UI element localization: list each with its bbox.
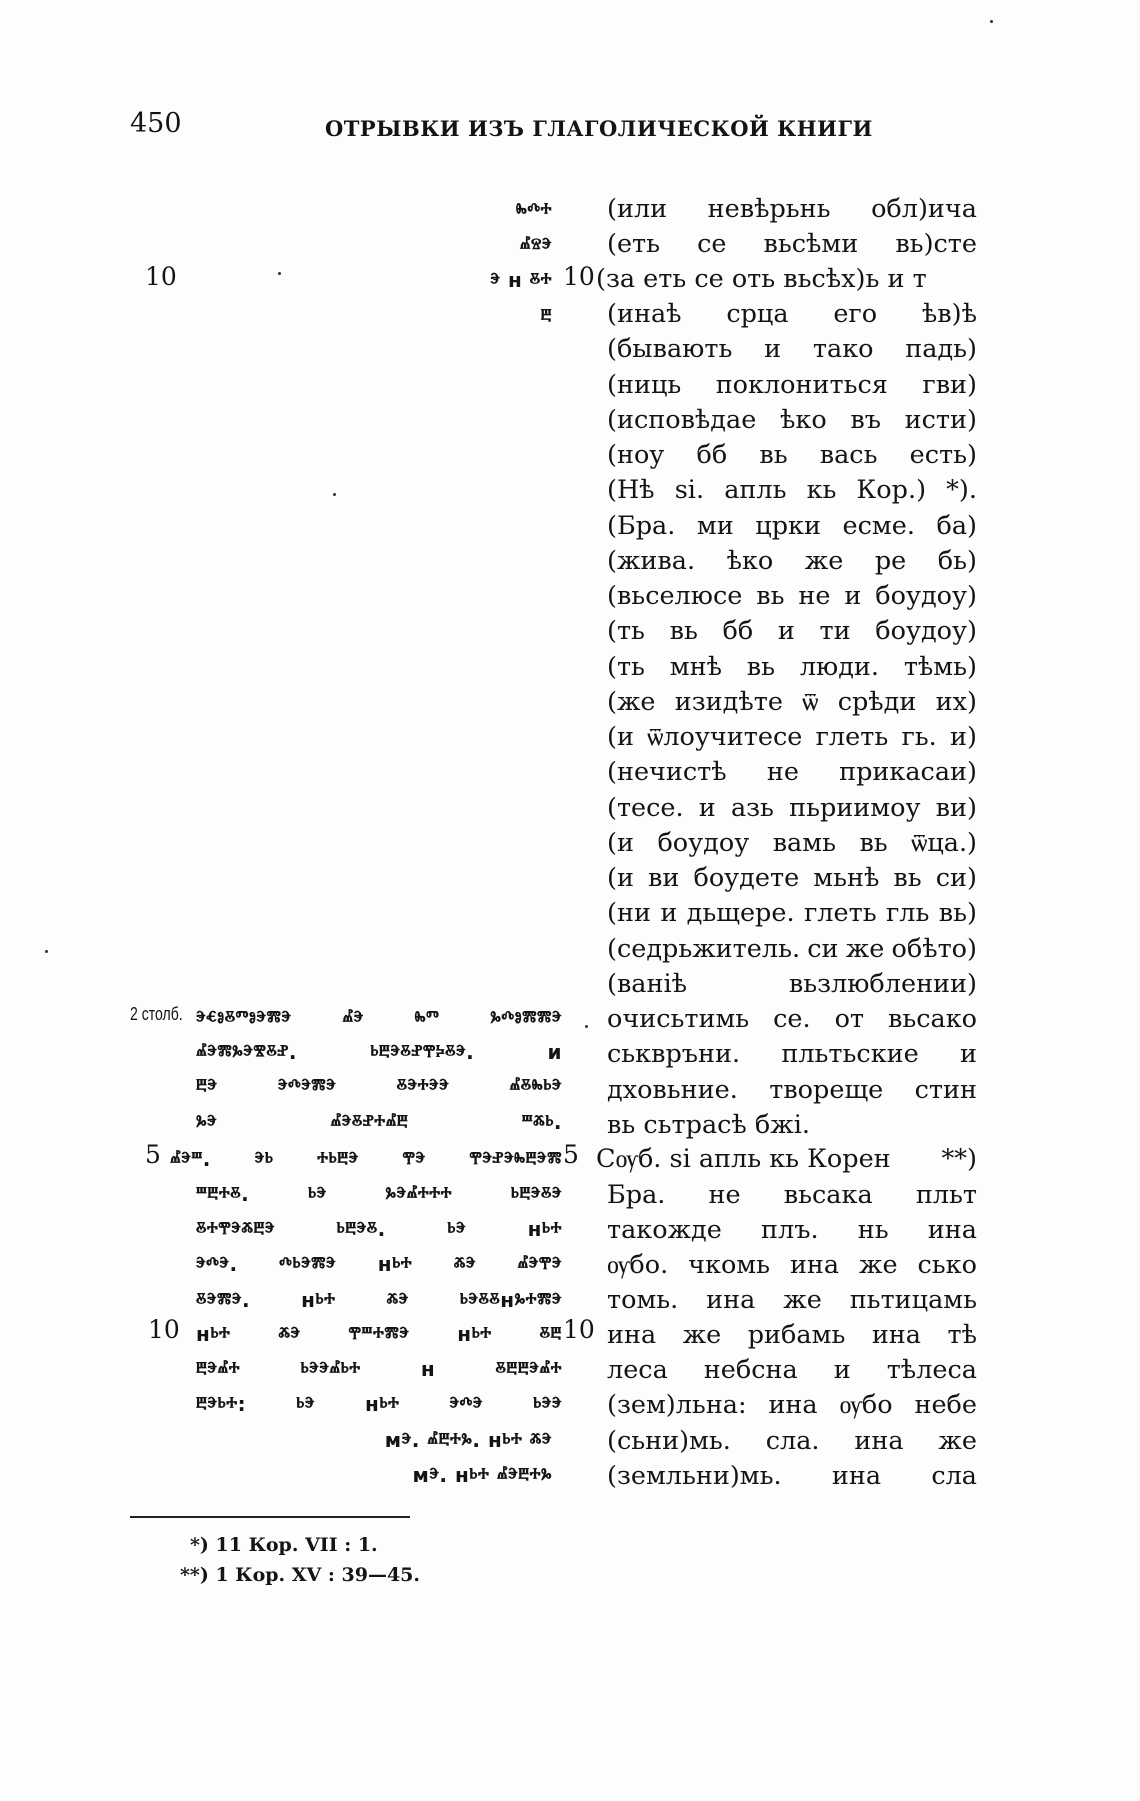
cyrillic-line: Сѹб. ѕі апль кь Корен **) bbox=[596, 1144, 977, 1174]
cyrillic-line: дховьние. твореще стин bbox=[607, 1075, 977, 1105]
cyrillic-line: (ноу бб вь вась есть) bbox=[607, 440, 977, 470]
cyrillic-line: (жива. ѣко же ре бь) bbox=[607, 546, 977, 576]
line-number: 5 bbox=[563, 1140, 579, 1169]
glagolitic-line: ⰳⰵ ⰼⰵⰻⱀⰰⰼⰱ ⱎⰶⱃ. bbox=[196, 1110, 562, 1134]
line-number: 10 bbox=[148, 1315, 180, 1344]
glagolitic-line: ⰱⰵⱃⰰ: ⱃⰵ нⱃⰰ ⰵⰴⰵ ⱃⰵⰵ bbox=[196, 1392, 562, 1416]
footnote-rule bbox=[130, 1516, 410, 1518]
glagolitic-line: ⰼⰵⱎ. ⰵⱃ ⰰⱃⰱⰵ ⰹⰵ ⰹⰵⱀⰵⰸⰱⰵⰿ bbox=[170, 1147, 562, 1171]
cyrillic-line: (или невѣрьнь обл)ича bbox=[607, 194, 977, 224]
cyrillic-line: (земльни)мь. ина сла bbox=[607, 1461, 977, 1491]
paper-speck bbox=[585, 1025, 588, 1028]
glagolitic-line: ⰼⰵⰿⰳⰵⰺⰻⱀ. ⱃⰱⰵⰻⱀⰹⰽⰻⰵ. и bbox=[196, 1040, 562, 1064]
cyrillic-line: Бра. не вьсака пльт bbox=[607, 1180, 977, 1210]
cyrillic-line: (тесе. и азь пьриимоу ви) bbox=[607, 793, 977, 823]
cyrillic-line: вь сьтрасѣ бжi. bbox=[607, 1110, 810, 1140]
running-head: ОТРЫВКИ ИЗЪ ГЛАГОЛИЧЕСКОЙ КНИГИ bbox=[325, 116, 873, 141]
cyrillic-line: (зем)льна: ина ѹбо небе bbox=[607, 1390, 977, 1420]
cyrillic-line: ськвръни. пльтьские и bbox=[607, 1039, 977, 1069]
cyrillic-line: (Бра. ми црки есме. ба) bbox=[607, 511, 977, 541]
cyrillic-line: такожде плъ. нь ина bbox=[607, 1215, 977, 1245]
cyrillic-line: ѹбо. чкомь ина же сько bbox=[607, 1250, 977, 1280]
glagolitic-line: ⰻⰰⰹⰵⰶⰱⰵ ⱃⰱⰵⰻ. ⱃⰵ нⱃⰰ bbox=[196, 1217, 562, 1241]
line-number: 5 bbox=[145, 1140, 161, 1169]
cyrillic-line: (за еть се оть вьсѣх)ь и т bbox=[596, 264, 927, 294]
cyrillic-line: (еть се вьсѣми вь)сте bbox=[607, 229, 977, 259]
paper-speck bbox=[990, 20, 993, 23]
cyrillic-line: (и ви боудете мьнѣ вь си) bbox=[607, 863, 977, 893]
cyrillic-line: очисьтимь се. от вьсако bbox=[607, 1004, 977, 1034]
cyrillic-line: (ть мнѣ вь люди. тѣмь) bbox=[607, 652, 977, 682]
paper-speck bbox=[333, 493, 336, 496]
column-mark: 2 столб. bbox=[130, 1004, 183, 1024]
cyrillic-line: (же изидѣте ѿ срѣди их) bbox=[607, 687, 977, 717]
glagolitic-line: ⰸⰴⰰ bbox=[515, 198, 552, 222]
paper-speck bbox=[45, 950, 48, 953]
cyrillic-line: (нечистѣ не прикасаи) bbox=[607, 757, 977, 787]
glagolitic-line: ⰵ н ⰻⰰ bbox=[490, 268, 552, 292]
page-number: 450 bbox=[130, 108, 182, 139]
cyrillic-line: (ванiѣ вьзлюблении) bbox=[607, 969, 977, 999]
cyrillic-line: (и боудоу вамь вь ѿца.) bbox=[607, 828, 977, 858]
glagolitic-line: ⰱⰵ ⰵⰴⰵⰿⰵ ⰻⰵⰰⰵⰵ ⰼⰻⰸⱃⰵ bbox=[196, 1074, 562, 1098]
cyrillic-line: (исповѣдае ѣко въ исти) bbox=[607, 405, 977, 435]
cyrillic-line: (ть вь бб и ти боудоу) bbox=[607, 616, 977, 646]
glagolitic-line: нⱃⰰ ⰶⰵ ⰹⱎⰰⰿⰵ нⱃⰰ ⰻⰱ bbox=[196, 1322, 562, 1346]
glagolitic-line: ⰼⱄⰵ bbox=[519, 233, 552, 257]
cyrillic-line: (ни и дьщере. глеть гль вь) bbox=[607, 898, 977, 928]
line-number: 10 bbox=[563, 262, 595, 291]
cyrillic-line: леса небсна и тѣлеса bbox=[607, 1355, 977, 1385]
paper-speck bbox=[278, 272, 281, 275]
glagolitic-line: ⰵⰴⰵ. ⰴⱃⰵⰿⰵ нⱃⰰ ⰶⰵ ⰼⰵⰹⰵ bbox=[196, 1252, 562, 1276]
glagolitic-line: ⰵⱔⱁⰻⱅⱁⰵⰿⰵ ⰼⰵ ⰸⱅ ⰳⰴⱁⰿⰿⰵ bbox=[196, 1006, 562, 1030]
glagolitic-line: ⰱⰵⰼⰰ ⱃⰵⰵⰼⱃⰰ н ⰻⰱⰱⰵⰼⰰ bbox=[196, 1357, 562, 1381]
glagolitic-line: ⰻⰵⰿⰵ. нⱃⰰ ⰶⰵ ⱃⰵⰻⰻнⰳⰰⰿⰵ bbox=[196, 1288, 562, 1312]
cyrillic-line: (сьни)мь. сла. ина же bbox=[607, 1426, 977, 1456]
line-number: 10 bbox=[145, 262, 177, 291]
glagolitic-line: мⰵ. ⰼⰱⰰⰳ. нⱃⰰ ⰶⰵ bbox=[384, 1428, 552, 1452]
glagolitic-line: ⰱ bbox=[540, 304, 552, 328]
footnote: **) 1 Кор. XV : 39—45. bbox=[180, 1564, 421, 1586]
glagolitic-line: ⱎⰱⰰⰻ. ⱃⰵ ⰳⰵⰼⰰⰰⰰ ⱃⰱⰵⰻⰵ bbox=[196, 1182, 562, 1206]
line-number: 10 bbox=[563, 1315, 595, 1344]
cyrillic-line: (ниць поклониться гви) bbox=[607, 370, 977, 400]
cyrillic-line: (вьселюсе вь не и боудоу) bbox=[607, 581, 977, 611]
cyrillic-line: (и ѿлоучитесе глеть гь. и) bbox=[607, 722, 977, 752]
cyrillic-line: ина же рибамь ина тѣ bbox=[607, 1320, 977, 1350]
cyrillic-line: (седрьжитель. си же обѣто) bbox=[607, 934, 977, 964]
glagolitic-line: мⰵ. нⱃⰰ ⰼⰵⰱⰰⰳ bbox=[412, 1463, 552, 1487]
cyrillic-line: (бывають и тако падь) bbox=[607, 334, 977, 364]
cyrillic-line: томь. ина же пьтицамь bbox=[607, 1285, 977, 1315]
footnote: *) 11 Кор. VII : 1. bbox=[190, 1534, 378, 1556]
cyrillic-line: (Нѣ ѕі. апль кь Кор.) *). bbox=[607, 475, 977, 505]
cyrillic-line: (инаѣ срца его ѣв)ѣ bbox=[607, 299, 977, 329]
